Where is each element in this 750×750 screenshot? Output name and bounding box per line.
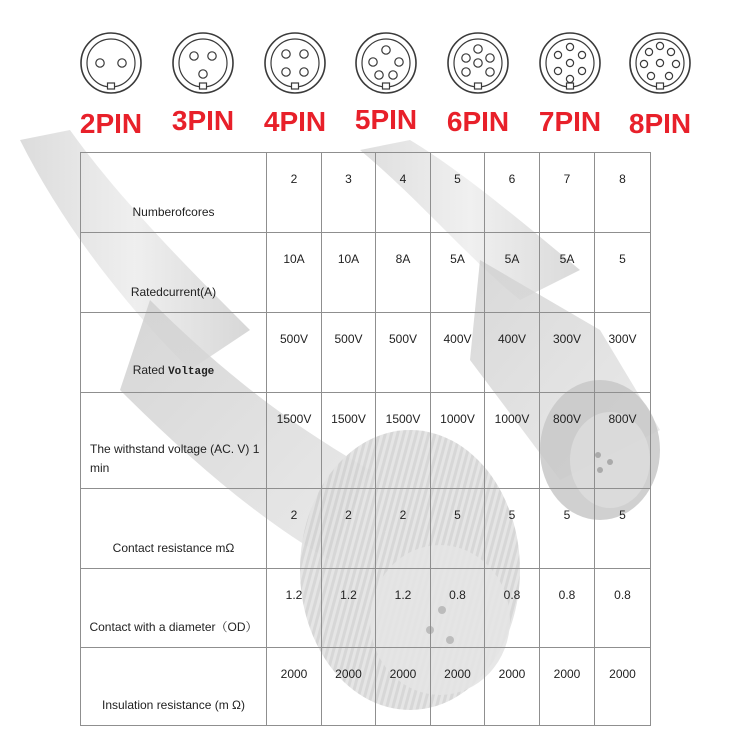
pin-hole: [672, 60, 679, 67]
pin-label: 3PIN: [171, 105, 235, 136]
pin-hole: [656, 42, 663, 49]
table-cell: 300V: [540, 313, 595, 393]
table-row: [81, 153, 651, 233]
pin-hole: [389, 71, 397, 79]
spec-table: [80, 152, 651, 726]
table-cell: 2000: [540, 648, 595, 726]
pin-label: 4PIN: [263, 106, 327, 137]
table-cell: 2: [322, 489, 376, 569]
table-cell: 2: [267, 153, 322, 233]
table-cell: 0.8: [595, 569, 651, 648]
table-cell: 1500V: [267, 393, 322, 489]
pin-hole: [282, 68, 290, 76]
pin-hole: [369, 58, 377, 66]
row-label-text: Contact resistance mΩ: [112, 541, 235, 555]
table-cell: 2000: [322, 648, 376, 726]
row-label-text: Ratedcurrent(A): [130, 285, 217, 299]
table-cell: 500V: [267, 313, 322, 393]
pin-type-2: [66, 30, 156, 145]
row-label-rated-current: [81, 233, 267, 313]
table-cell: 5: [595, 489, 651, 569]
table-cell: 400V: [485, 313, 540, 393]
table-cell: 5: [540, 489, 595, 569]
row-label-contact-resistance: [81, 489, 267, 569]
row-label-text: Numberofcores: [132, 205, 215, 219]
pin-hole: [486, 68, 494, 76]
table-row: [81, 313, 651, 393]
table-cell: 0.8: [540, 569, 595, 648]
pin-label: 2PIN: [79, 108, 143, 139]
6-pin-connector-icon: [445, 30, 511, 96]
row-label-number-of-cores: [81, 153, 267, 233]
5-pin-connector-icon: [353, 30, 419, 96]
row-label-text: Contact with a diameter（OD）: [89, 620, 258, 634]
table-cell: 1500V: [376, 393, 431, 489]
table-cell: 2000: [376, 648, 431, 726]
table-cell: 2000: [485, 648, 540, 726]
pin-hole: [462, 54, 470, 62]
pin-label: 6PIN: [446, 106, 510, 137]
table-cell: 1.2: [267, 569, 322, 648]
pin-hole: [486, 54, 494, 62]
table-cell: 6: [485, 153, 540, 233]
pin-hole: [474, 45, 482, 53]
connector-key-notch: [292, 83, 299, 89]
table-cell: 5A: [485, 233, 540, 313]
table-cell: 5: [431, 489, 485, 569]
pin-hole: [656, 59, 663, 66]
table-cell: 500V: [322, 313, 376, 393]
pin-hole: [647, 72, 654, 79]
table-cell: 2000: [267, 648, 322, 726]
pin-hole: [640, 60, 647, 67]
pin-hole: [578, 51, 585, 58]
row-label-mono-text: Voltage: [168, 366, 215, 378]
table-cell: 5: [485, 489, 540, 569]
4-pin-connector-icon: [262, 30, 328, 96]
pin-hole: [96, 59, 104, 67]
table-cell: 2000: [431, 648, 485, 726]
3-pin-connector-icon: [170, 30, 236, 96]
pin-hole: [554, 51, 561, 58]
pin-hole: [382, 46, 390, 54]
connector-key-notch: [108, 83, 115, 89]
pin-hole: [462, 68, 470, 76]
table-row: [81, 569, 651, 648]
table-cell: 1.2: [376, 569, 431, 648]
pin-hole: [578, 67, 585, 74]
table-row: [81, 233, 651, 313]
table-cell: 300V: [595, 313, 651, 393]
pin-label: 8PIN: [628, 108, 692, 139]
pin-hole: [282, 50, 290, 58]
pin-hole: [118, 59, 126, 67]
pin-hole: [474, 59, 482, 67]
table-cell: 10A: [267, 233, 322, 313]
table-cell: 1.2: [322, 569, 376, 648]
connector-key-notch: [657, 83, 664, 89]
pin-hole: [199, 70, 207, 78]
pin-type-8: [615, 30, 705, 145]
pin-hole: [395, 58, 403, 66]
table-cell: 4: [376, 153, 431, 233]
connector-key-notch: [200, 83, 207, 89]
8-pin-connector-icon: [627, 30, 693, 96]
table-cell: 5A: [431, 233, 485, 313]
connector-key-notch: [383, 83, 390, 89]
table-cell: 800V: [540, 393, 595, 489]
pin-hole: [300, 68, 308, 76]
pin-type-5: [341, 30, 431, 145]
table-row: [81, 489, 651, 569]
pin-type-7: [525, 30, 615, 145]
row-label-text: The withstand voltage (AC. V) 1 min: [90, 442, 260, 475]
row-label-contact-diameter: [81, 569, 267, 648]
pin-label: 7PIN: [538, 106, 602, 137]
pin-hole: [375, 71, 383, 79]
table-cell: 8: [595, 153, 651, 233]
table-cell: 500V: [376, 313, 431, 393]
row-label-text: Rated: [132, 363, 165, 377]
row-label-text: Insulation resistance (m Ω): [101, 698, 246, 712]
table-cell: 800V: [595, 393, 651, 489]
pin-type-3: [158, 30, 248, 145]
table-row: [81, 648, 651, 726]
table-cell: 2: [376, 489, 431, 569]
pin-type-4: [250, 30, 340, 145]
pin-hole: [190, 52, 198, 60]
table-cell: 5: [431, 153, 485, 233]
pin-hole: [665, 72, 672, 79]
pin-type-6: [433, 30, 523, 145]
table-cell: 8A: [376, 233, 431, 313]
pin-label: 5PIN: [354, 104, 418, 135]
pin-hole: [554, 67, 561, 74]
connector-key-notch: [567, 83, 574, 89]
table-cell: 2: [267, 489, 322, 569]
table-cell: 0.8: [485, 569, 540, 648]
table-cell: 1000V: [431, 393, 485, 489]
table-row: [81, 393, 651, 489]
table-cell: 7: [540, 153, 595, 233]
table-cell: 0.8: [431, 569, 485, 648]
2-pin-connector-icon: [78, 30, 144, 96]
pin-hole: [645, 48, 652, 55]
row-label-rated-voltage: [81, 313, 267, 393]
pin-hole: [667, 48, 674, 55]
table-cell: 2000: [595, 648, 651, 726]
table-cell: 3: [322, 153, 376, 233]
pin-hole: [566, 43, 573, 50]
table-cell: 1500V: [322, 393, 376, 489]
row-label-insulation-resistance: [81, 648, 267, 726]
row-label-withstand-voltage: [81, 393, 267, 489]
pin-hole: [208, 52, 216, 60]
pin-hole: [566, 75, 573, 82]
pin-type-header: [0, 0, 750, 150]
pin-hole: [566, 59, 573, 66]
connector-key-notch: [475, 83, 482, 89]
table-cell: 10A: [322, 233, 376, 313]
table-cell: 5A: [540, 233, 595, 313]
pin-hole: [300, 50, 308, 58]
table-cell: 1000V: [485, 393, 540, 489]
7-pin-connector-icon: [537, 30, 603, 96]
table-cell: 5: [595, 233, 651, 313]
table-cell: 400V: [431, 313, 485, 393]
